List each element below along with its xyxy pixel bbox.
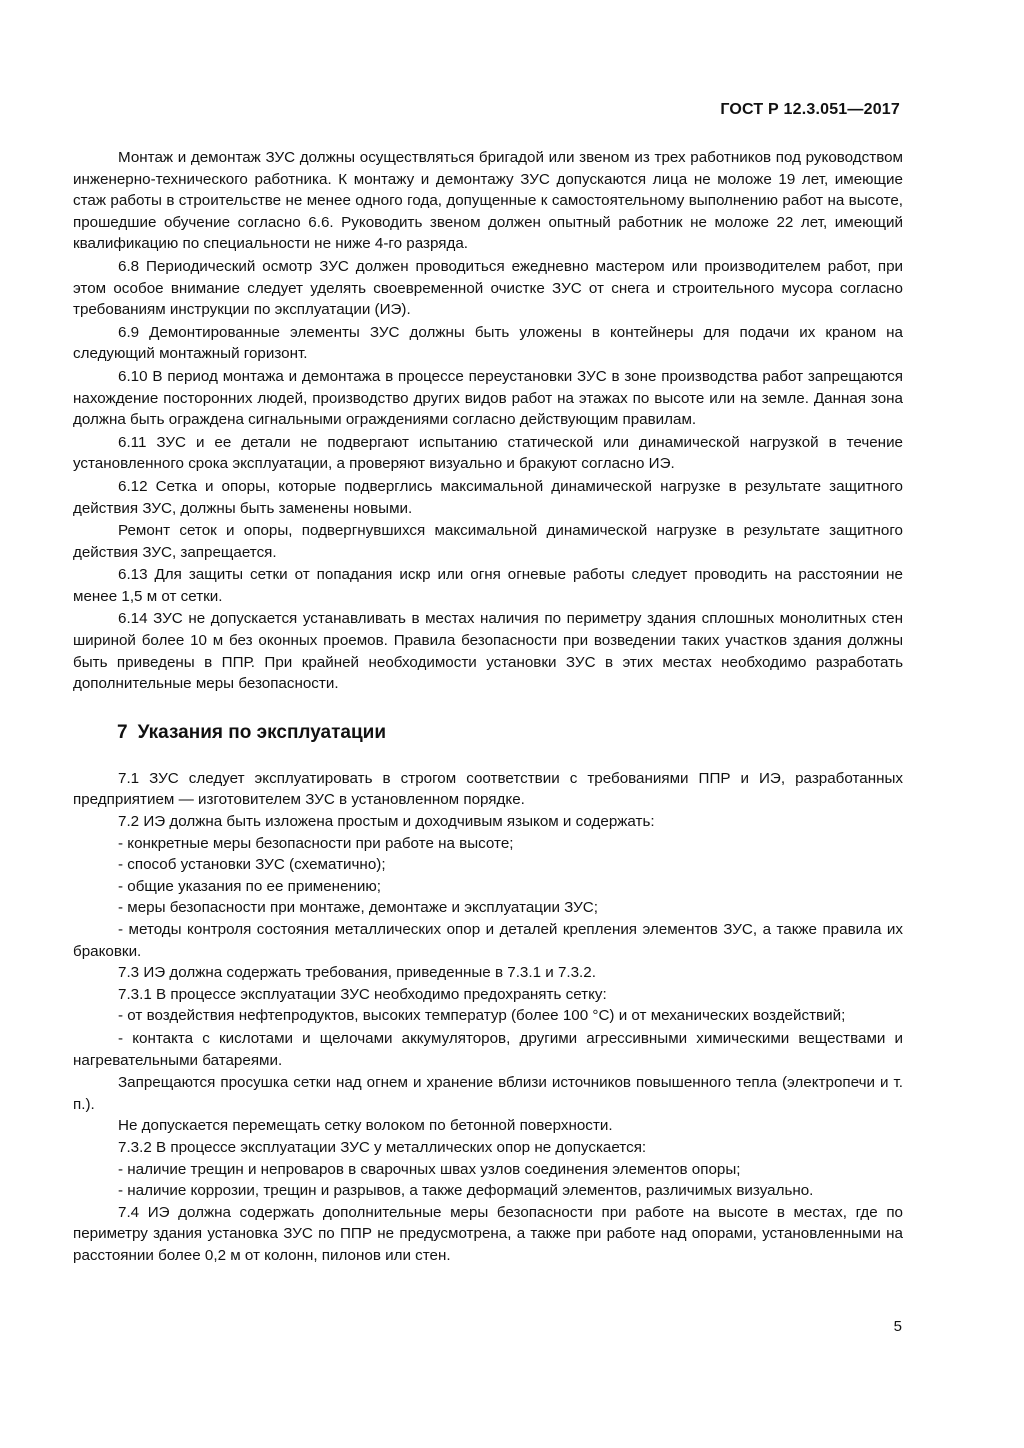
list-item: - от воздействия нефтепродуктов, высоких температур (более 100 °С) и от механических воздействий; (118, 1007, 846, 1025)
section-number: 7 (117, 721, 128, 743)
list-item: - контакта с кислотами и щелочами аккумуляторов, другими агрессивными химическими веществами и нагревательными батареями. (73, 1029, 903, 1069)
paragraph-6-14: 6.14 ЗУС не допускается устанавливать в местах наличия по периметру здания сплошных монолитных стен шириной более 10 м без оконных проемов. Правила безопасности при возведении таких участков здания должны быть приведены в ППР. При крайней необходимости установки ЗУС в этих местах необходимо разработать дополнительные меры безопасности. (73, 610, 903, 693)
list-item: - методы контроля состояния металлических опор и деталей крепления элементов ЗУС, а также правила их браковки. (73, 921, 903, 960)
paragraph-drying-prohibition: Запрещаются просушка сетки над огнем и хранение вблизи источников повышенного тепла (электропечи и т. п.). (73, 1074, 903, 1113)
list-item: - общие указания по ее применению; (118, 877, 382, 895)
list-item: - наличие коррозии, трещин и разрывов, а также деформаций элементов, различимых визуально. (118, 1182, 814, 1200)
paragraph-6-10: 6.10 В период монтажа и демонтажа в процессе переустановки ЗУС в зоне производства работ запрещаются нахождение посторонних людей, производство других видов работ на этажах по высоте или на земле. Данная зона должна быть ограждена сигнальными ограждениями согласно действующим правилам. (73, 367, 903, 429)
paragraph-7-3: 7.3 ИЭ должна содержать требования, приведенные в 7.3.1 и 7.3.2. (118, 964, 596, 982)
paragraph-7-2: 7.2 ИЭ должна быть изложена простым и доходчивым языком и содержать: (118, 813, 655, 831)
page-number: 5 (893, 1318, 902, 1335)
list-item: - конкретные меры безопасности при работе на высоте; (118, 834, 514, 852)
paragraph-6-9: 6.9 Демонтированные элементы ЗУС должны быть уложены в контейнеры для подачи их краном на следующий монтажный горизонт. (73, 323, 903, 363)
paragraph-6-7-continued: Монтаж и демонтаж ЗУС должны осуществляться бригадой или звеном из трех работников под руководством инженерно-технического работника. К монтажу и демонтажу ЗУС допускаются лица не моложе 19 лет, имеющие стаж работы в строительстве не менее одного года, допущенные к самостоятельному выполнению работ на высоте, прошедшие обучение согласно 6.6. Руководить звеном должен опытный работник не моложе 22 лет, имеющий квалификацию по специальности не ниже 4-го разряда. (73, 149, 903, 253)
paragraph-6-8: 6.8 Периодический осмотр ЗУС должен проводиться ежедневно мастером или производителем работ, при этом особое внимание следует уделять своевременной очистке ЗУС от снега и строительного мусора согласно требованиям инструкции по эксплуатации (ИЭ). (73, 257, 903, 319)
paragraph-dragging-prohibition: Не допускается перемещать сетку волоком по бетонной поверхности. (118, 1117, 613, 1135)
paragraph-7-1: 7.1 ЗУС следует эксплуатировать в строгом соответствии с требованиями ППР и ИЭ, разработанных предприятием — изготовителем ЗУС в установленном порядке. (73, 769, 903, 809)
document-code-header: ГОСТ Р 12.3.051—2017 (720, 101, 900, 118)
list-item: - способ установки ЗУС (схематично); (118, 856, 386, 874)
paragraph-7-3-1: 7.3.1 В процессе эксплуатации ЗУС необходимо предохранять сетку: (118, 985, 607, 1003)
list-item: - наличие трещин и непроваров в сварочных швах узлов соединения элементов опоры; (118, 1160, 741, 1178)
paragraph-repair: Ремонт сеток и опоры, подвергнувшихся максимальной динамической нагрузке в результате защитного действия ЗУС, запрещается. (73, 522, 903, 561)
paragraph-7-3-2: 7.3.2 В процессе эксплуатации ЗУС у металлических опор не допускается: (118, 1138, 647, 1156)
list-item: - меры безопасности при монтаже, демонтаже и эксплуатации ЗУС; (118, 899, 598, 917)
paragraph-6-12: 6.12 Сетка и опоры, которые подверглись максимальной динамической нагрузке в результате защитного действия ЗУС, должны быть заменены новыми. (73, 477, 903, 517)
section-7-heading (117, 721, 903, 745)
page-body (73, 147, 903, 1267)
section-title: Указания по эксплуатации (137, 721, 387, 743)
paragraph-6-11: 6.11 ЗУС и ее детали не подвергают испытанию статической или динамической нагрузкой в течение установленного срока эксплуатации, а проверяют визуально и бракуют согласно ИЭ. (73, 433, 903, 473)
paragraph-6-13: 6.13 Для защиты сетки от попадания искр или огня огневые работы следует проводить на расстоянии не менее 1,5 м от сетки. (73, 566, 903, 605)
paragraph-7-4: 7.4 ИЭ должна содержать дополнительные меры безопасности при работе на высоте в местах, где по периметру здания установка ЗУС по ППР не предусмотрена, а также при работе над опорами, установленными на расстоянии более 0,2 м от колонн, пилонов или стен. (73, 1203, 903, 1264)
